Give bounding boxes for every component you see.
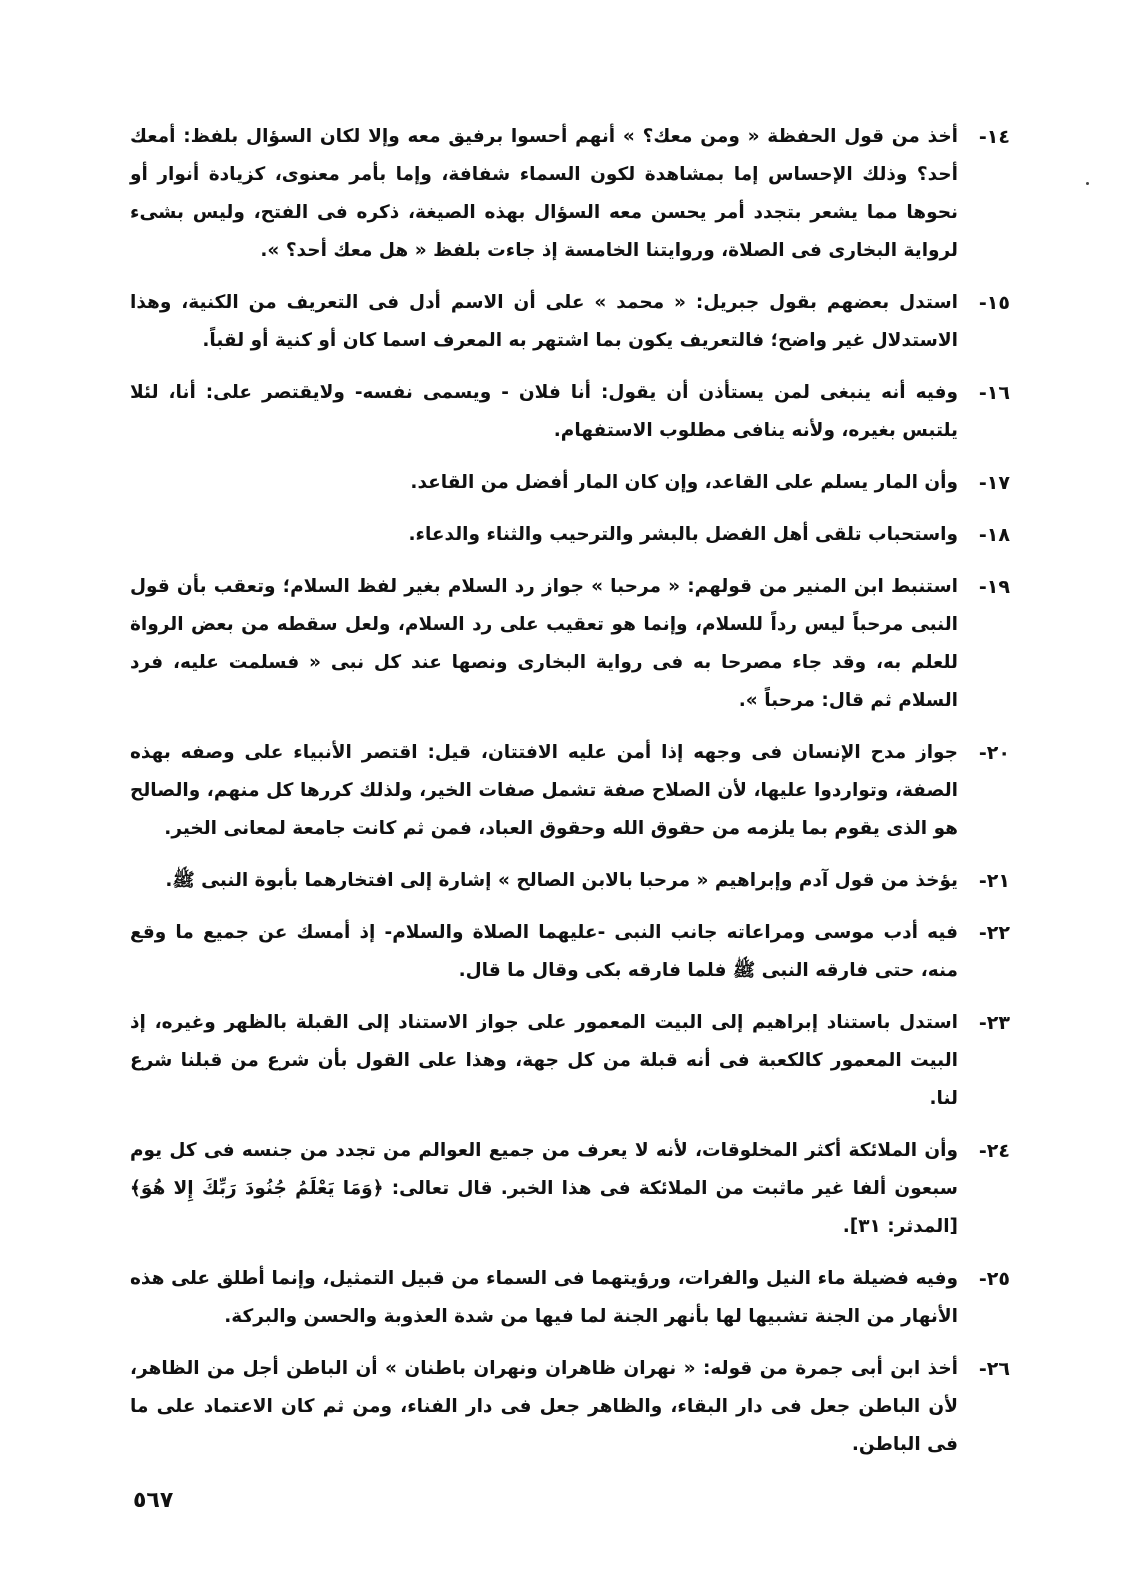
scan-speck bbox=[1086, 182, 1089, 185]
item-number: ٢١- bbox=[978, 870, 1010, 892]
item-text: وأن المار يسلم على القاعد، وإن كان المار أفضل من القاعد. bbox=[410, 472, 958, 493]
list-item bbox=[130, 118, 1010, 270]
list-item bbox=[130, 374, 1010, 450]
item-text: استدل باستناد إبراهيم إلى البيت المعمور على جواز الاستناد إلى القبلة بالظهر وغيره، إذ البيت المعمور كالكعبة فى أنه قبلة من كل جهة، وهذا على القول بأن شرع من قبلنا شرع لنا. bbox=[130, 1012, 958, 1109]
item-text: يؤخذ من قول آدم وإبراهيم « مرحبا بالابن الصالح » إشارة إلى افتخارهما بأبوة النبى ﷺ. bbox=[165, 870, 958, 891]
item-text: وفيه أنه ينبغى لمن يستأذن أن يقول: أنا فلان - ويسمى نفسه- ولايقتصر على: أنا، لئلا يلتبس بغيره، ولأنه ينافى مطلوب الاستفهام. bbox=[130, 382, 958, 441]
page-number: ٥٦٧ bbox=[133, 1488, 174, 1513]
list-item bbox=[130, 862, 1010, 900]
item-number: ٢٠- bbox=[978, 742, 1010, 764]
item-number: ١٦- bbox=[978, 382, 1010, 404]
item-text: وفيه فضيلة ماء النيل والفرات، ورؤيتهما فى السماء من قبيل التمثيل، وإنما أطلق على هذه الأنهار من الجنة تشبيها لها بأنهر الجنة لما فيها من شدة العذوبة والحسن والبركة. bbox=[130, 1268, 958, 1327]
item-number: ١٩- bbox=[978, 576, 1010, 598]
item-number: ١٧- bbox=[978, 472, 1010, 494]
list-item bbox=[130, 1132, 1010, 1246]
item-number: ١٥- bbox=[978, 292, 1010, 314]
item-text: أخذ ابن أبى جمرة من قوله: « نهران ظاهران ونهران باطنان » أن الباطن أجل من الظاهر، لأن الباطن جعل فى دار البقاء، والظاهر جعل فى دار الفناء، ومن ثم كان الاعتماد على ما فى الباطن. bbox=[130, 1358, 958, 1455]
item-text: استدل بعضهم بقول جبريل: « محمد » على أن الاسم أدل فى التعريف من الكنية، وهذا الاستدلال غير واضح؛ فالتعريف يكون بما اشتهر به المعرف اسما كان أو كنية أو لقباً. bbox=[130, 292, 958, 351]
page-body bbox=[130, 118, 1010, 1478]
item-text: جواز مدح الإنسان فى وجهه إذا أمن عليه الافتتان، قيل: اقتصر الأنبياء على وصفه بهذه الصفة، وتواردوا عليها، لأن الصلاح صفة تشمل صفات الخير، ولذلك كررها كل منهم، والصالح هو الذى يقوم بما يلزمه من حقوق الله وحقوق العباد، فمن ثم كانت جامعة لمعانى الخير. bbox=[130, 742, 958, 839]
list-item bbox=[130, 734, 1010, 848]
item-text: أخذ من قول الحفظة « ومن معك؟ » أنهم أحسوا برفيق معه وإلا لكان السؤال بلفظ: أمعك أحد؟ وذلك الإحساس إما بمشاهدة لكون السماء شفافة، وإما بأمر معنوى، كزيادة أنوار أو نحوها مما يشعر بتجدد أمر يحسن معه السؤال بهذه الصيغة، ذكره فى الفتح، وليس بشىء لرواية البخارى فى الصلاة، وروايتنا الخامسة إذ جاءت بلفظ « هل معك أحد؟ ». bbox=[130, 126, 958, 261]
item-text: فيه أدب موسى ومراعاته جانب النبى -عليهما الصلاة والسلام- إذ أمسك عن جميع ما وقع منه، حتى فارقه النبى ﷺ فلما فارقه بكى وقال ما قال. bbox=[130, 922, 958, 981]
item-number: ٢٦- bbox=[978, 1358, 1010, 1380]
item-number: ٢٢- bbox=[978, 922, 1010, 944]
item-number: ٢٥- bbox=[978, 1268, 1010, 1290]
item-text: وأن الملائكة أكثر المخلوقات، لأنه لا يعرف من جميع العوالم من تجدد من جنسه فى كل يوم سبعون ألفا غير ماثبت من الملائكة فى هذا الخبر. قال تعالى: ﴿وَمَا يَعْلَمُ جُنُودَ رَبِّكَ إِلا هُوَ﴾[المدثر: ٣١]. bbox=[130, 1140, 958, 1237]
item-number: ٢٤- bbox=[978, 1140, 1010, 1162]
list-item bbox=[130, 568, 1010, 720]
list-item bbox=[130, 516, 1010, 554]
list-item bbox=[130, 464, 1010, 502]
item-number: ١٤- bbox=[978, 126, 1010, 148]
item-number: ٢٣- bbox=[978, 1012, 1010, 1034]
item-text: واستحباب تلقى أهل الفضل بالبشر والترحيب والثناء والدعاء. bbox=[408, 524, 958, 545]
list-item bbox=[130, 1350, 1010, 1464]
item-number: ١٨- bbox=[978, 524, 1010, 546]
list-item bbox=[130, 1004, 1010, 1118]
list-item bbox=[130, 284, 1010, 360]
item-text: استنبط ابن المنير من قولهم: « مرحبا » جواز رد السلام بغير لفظ السلام؛ وتعقب بأن قول النبى مرحباً ليس رداً للسلام، وإنما هو تعقيب على رد السلام، ولعل سقطه من بعض الرواة للعلم به، وقد جاء مصرحا به فى رواية البخارى ونصها عند كل نبى « فسلمت عليه، فرد السلام ثم قال: مرحباً ». bbox=[130, 576, 958, 711]
list-item bbox=[130, 1260, 1010, 1336]
list-item bbox=[130, 914, 1010, 990]
